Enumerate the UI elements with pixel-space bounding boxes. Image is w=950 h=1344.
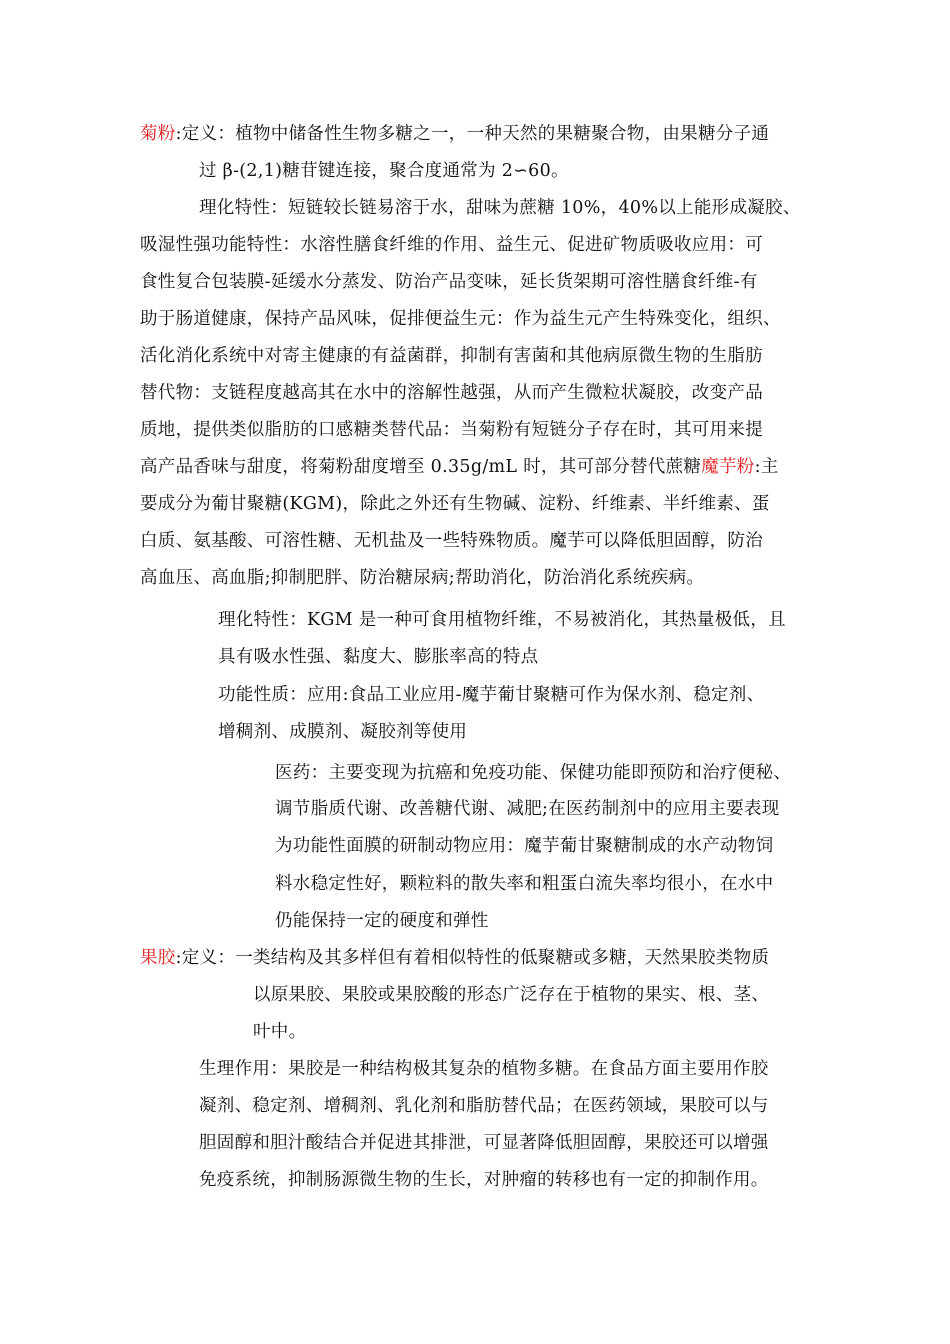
text-line: 叶中。 [253,1022,307,1042]
text-line: 过 β-(2,1)糖苷键连接，聚合度通常为 2∽60。 [199,161,569,181]
konjac-term: 魔芋粉 [701,457,755,477]
text-line: 高血压、高血脂;抑制肥胖、防治糖尿病;帮助消化，防治消化系统疾病。 [140,568,705,588]
text-line: 以原果胶、果胶或果胶酸的形态广泛存在于植物的果实、根、茎、 [253,985,770,1005]
text-line: 调节脂质代谢、改善糖代谢、减肥;在医药制剂中的应用主要表现 [275,799,780,819]
text-line: 免疫系统，抑制肠源微生物的生长，对肿瘤的转移也有一定的抑制作用。 [199,1170,769,1190]
text-line: 要成分为葡甘聚糖(KGM)，除此之外还有生物碱、淀粉、纤维素、半纤维素、蛋 [140,494,770,514]
pectin-definition-line: 果胶:定义：一类结构及其多样但有着相似特性的低聚糖或多糖，天然果胶类物质 [140,948,770,968]
text-line: 仍能保持一定的硬度和弹性 [275,911,489,931]
text-line: 白质、氨基酸、可溶性糖、无机盐及一些特殊物质。魔芋可以降低胆固醇，防治 [140,531,763,551]
text-line: 胆固醇和胆汁酸结合并促进其排泄，可显著降低胆固醇，果胶还可以增强 [199,1133,769,1153]
text-line: 替代物：支链程度越高其在水中的溶解性越强，从而产生微粒状凝胶，改变产品 [140,383,763,403]
text-line: 为功能性面膜的研制动物应用：魔芋葡甘聚糖制成的水产动物饲 [275,836,774,856]
text-line: 增稠剂、成膜剂、凝胶剂等使用 [218,722,468,742]
pectin-term: 果胶 [140,948,176,968]
text-line: 医药：主要变现为抗癌和免疫功能、保健功能即预防和治疗便秘、 [275,763,792,783]
inulin-definition-line: 菊粉:定义：植物中储备性生物多糖之一，一种天然的果糖聚合物，由果糖分子通 [140,124,770,144]
text-line: 具有吸水性强、黏度大、膨胀率高的特点 [218,647,539,667]
text-line: 食性复合包装膜-延缓水分蒸发、防治产品变味，延长货架期可溶性膳食纤维-有 [140,272,758,292]
text-line: 功能性质：应用:食品工业应用-魔芋葡甘聚糖可作为保水剂、稳定剂、 [218,685,765,705]
text-line: 理化特性：短链较长链易溶于水，甜味为蔗糖 10%，40%以上能形成凝胶、 [199,198,801,218]
inulin-konjac-line: 高产品香味与甜度，将菊粉甜度增至 0.35g/mL 时，其可部分替代蔗糖魔芋粉:主 [140,457,779,477]
text-line: 质地，提供类似脂肪的口感糖类替代品：当菊粉有短链分子存在时，其可用来提 [140,420,763,440]
text-line: 凝剂、稳定剂、增稠剂、乳化剂和脂肪替代品；在医药领域，果胶可以与 [199,1096,769,1116]
inulin-term: 菊粉 [140,124,176,144]
text-line: 生理作用：果胶是一种结构极其复杂的植物多糖。在食品方面主要用作胶 [199,1059,769,1079]
text-line: 吸湿性强功能特性：水溶性膳食纤维的作用、益生元、促进矿物质吸收应用：可 [140,235,763,255]
text-line: 料水稳定性好，颗粒料的散失率和粗蛋白流失率均很小，在水中 [275,874,774,894]
text-line: 活化消化系统中对寄主健康的有益菌群，抑制有害菌和其他病原微生物的生脂肪 [140,346,763,366]
text-line: 理化特性：KGM 是一种可食用植物纤维，不易被消化，其热量极低，且 [218,610,786,630]
text-line: 助于肠道健康，保持产品风味，促排便益生元：作为益生元产生特殊变化，组织、 [140,309,781,329]
